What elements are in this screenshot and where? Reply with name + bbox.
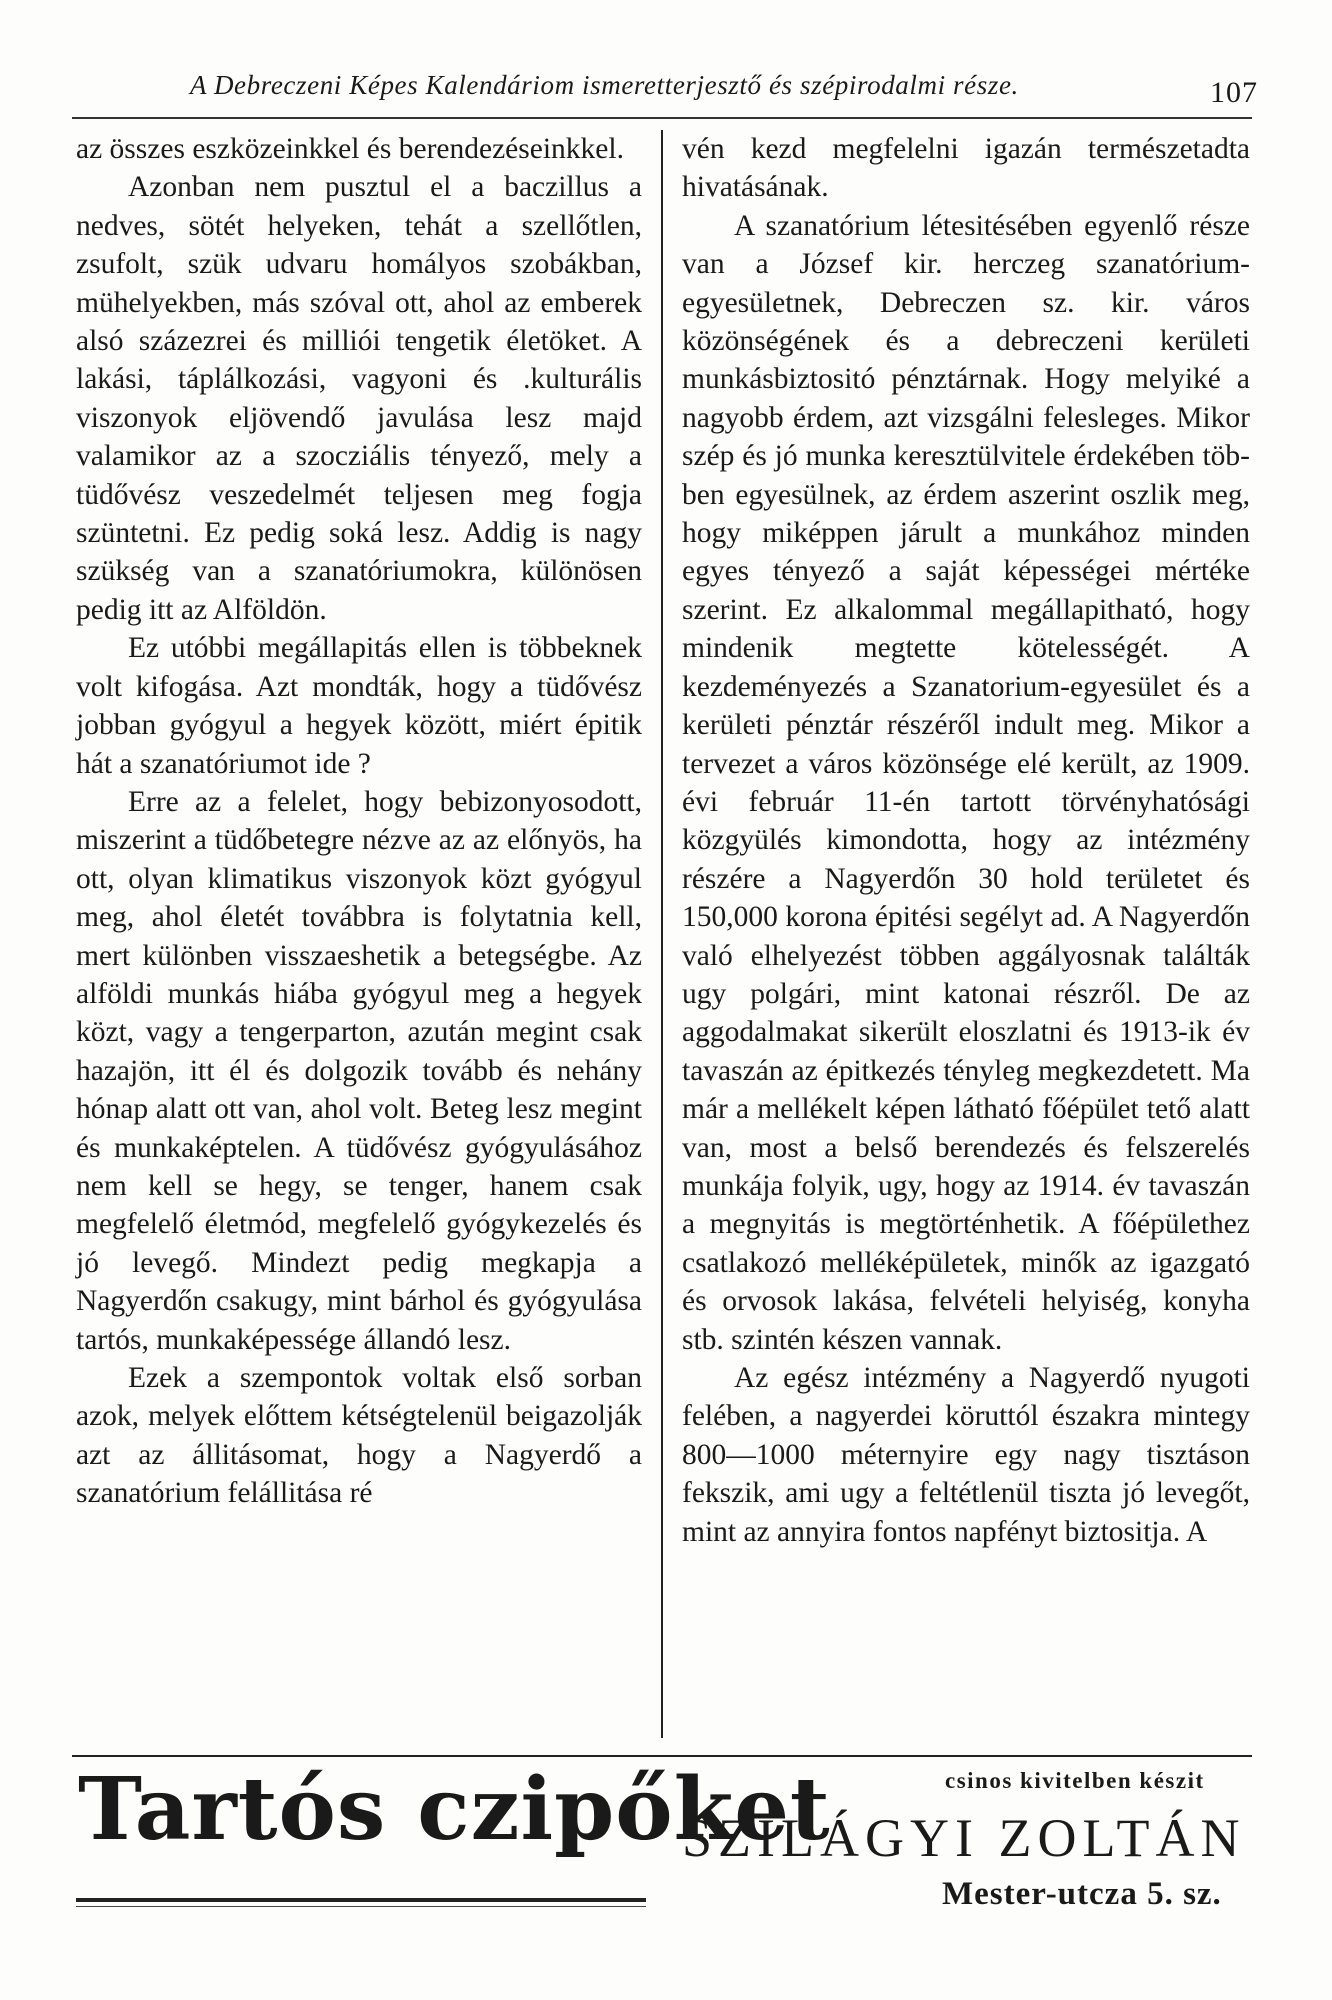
paragraph: Az egész intézmény a Nagyerdő nyugoti felében, a nagyerdei köruttól északra mintegy 800—1000 méternyire egy nagy tisztáson fekszik, ami ugy a feltétlenül tiszta jó levegőt, mint az annyira fontos napfényt biztositja. A	[682, 1362, 1250, 1548]
header-rule	[72, 117, 1252, 119]
page-number: 107	[1210, 76, 1258, 109]
paragraph: A szanatórium létesitésében egyenlő része van a József kir. herczeg szanatórium-egyesületnek, Debreczen sz. kir. város közönségének és a debreczeni kerületi munkásbiztositó pénztárnak. Hogy melyiké a nagyobb érdem, azt vizsgálni felesleges. Mikor szép és jó munka keresztülvitele érdekében többen egyesülnek, az érdem aszerint oszlik meg, hogy miképpen járult a munkához minden egyes tényező a saját képességei mértéke szerint. Ez alkalommal megállapitható, hogy mindenik megtette kötelességét. A kezdeményezés a Szanatorium-egyesület és a kerületi pénztár részéről indult meg. Mikor a tervezet a város közönsége elé került, az 1909. évi február 11-én tartott törvényhatósági közgyülés kimondotta, hogy az intézmény részére a Nagyerdőn 30 hold területet és 150,000 korona épitési segélyt ad. A Nagyerdőn való elhelyezést többen aggályosnak találták ugy polgári, mint katonai részről. De az aggodalmakat sikerült eloszlatni és 1913-ik év tavaszán az épitkezés tényleg megkezdetett. Ma már a mellékelt képen látható főépület tető alatt van, most a belső berendezés és felszerelés munkája folyik, ugy, hogy az 1914. év tavaszán a megnyitás is megtörténhetik. A főépülethez csatlakozó melléképületek, minők az igazgató és orvosok lakása, felvételi helyiség, konyha stb. szintén készen vannak.	[682, 209, 1250, 1356]
advertisement-rule	[72, 1755, 1252, 1757]
advertisement-address: Mester-utcza 5. sz.	[942, 1876, 1222, 1912]
paragraph: Erre az a felelet, hogy bebizonyosodott, miszerint a tüdőbetegre nézve az az előnyös, ha ott, olyan klimatikus viszonyok közt gyógyul meg, ahol életét továbbra is folytatnia kell, mert különben visszaeshetik a betegségbe. Az alföldi munkás hiába gyógyul meg a hegyek közt, vagy a tengerparton, azután megint csak hazajön, itt él és dolgozik tovább és nehány hónap alatt ott van, ahol volt. Beteg lesz megint és munkaképtelen. A tüdővész gyógyulásához nem kell se hegy, se tenger, hanem csak megfelelő életmód, megfelelő gyógykezelés és jó levegő. Mindezt pedig megkapja a Nagyerdőn csakugy, mint bárhol és gyógyulása tartós, munkaképessége állandó lesz.	[76, 785, 642, 1356]
paragraph: az összes eszközeinkkel és berendezéseinkkel.	[76, 133, 624, 165]
paragraph: vén kezd megfelelni igazán természetadta hivatásának.	[682, 133, 1250, 204]
right-column	[682, 130, 1250, 1551]
advertisement-underline	[76, 1898, 646, 1902]
advertisement-slogan: Tartós czipőket	[78, 1759, 831, 1860]
paragraph: Ez utóbbi megállapitás ellen is többeknek volt kifogása. Azt mondták, hogy a tüdővész jobban gyógyul a hegyek között, miért épitik hát a szanatóriumot ide ?	[76, 632, 642, 780]
advertisement-name: SZILÁGYI ZOLTÁN	[682, 1808, 1246, 1868]
running-header: A Debreczeni Képes Kalendáriom ismeretterjesztő és szépirodalmi része.	[190, 70, 1019, 100]
column-divider	[661, 130, 663, 1738]
left-column	[76, 130, 642, 1513]
advertisement-tagline: csinos kivitelben készit	[945, 1768, 1205, 1793]
advertisement-underline-thin	[76, 1906, 646, 1907]
paragraph: Azonban nem pusztul el a baczillus a nedves, sötét helyeken, tehát a szellőtlen, zsufolt, szük udvaru homályos szobákban, mühelyekben, más szóval ott, ahol az emberek alsó százezrei és milliói tengetik életöket. A lakási, táplálkozási, vagyoni és .kulturális viszonyok eljövendő javulása lesz majd valamikor az a szocziális tényező, mely a tüdővész veszedelmét teljesen meg fogja szüntetni. Ez pedig soká lesz. Addig is nagy szükség van a szanatóriumokra, különösen pedig itt az Alföldön.	[76, 171, 642, 626]
paragraph: Ezek a szempontok voltak első sorban azok, melyek előttem kétségtelenül beigazolják azt az állitásomat, hogy a Nagyerdő a szanatórium felállitása ré	[76, 1362, 642, 1510]
